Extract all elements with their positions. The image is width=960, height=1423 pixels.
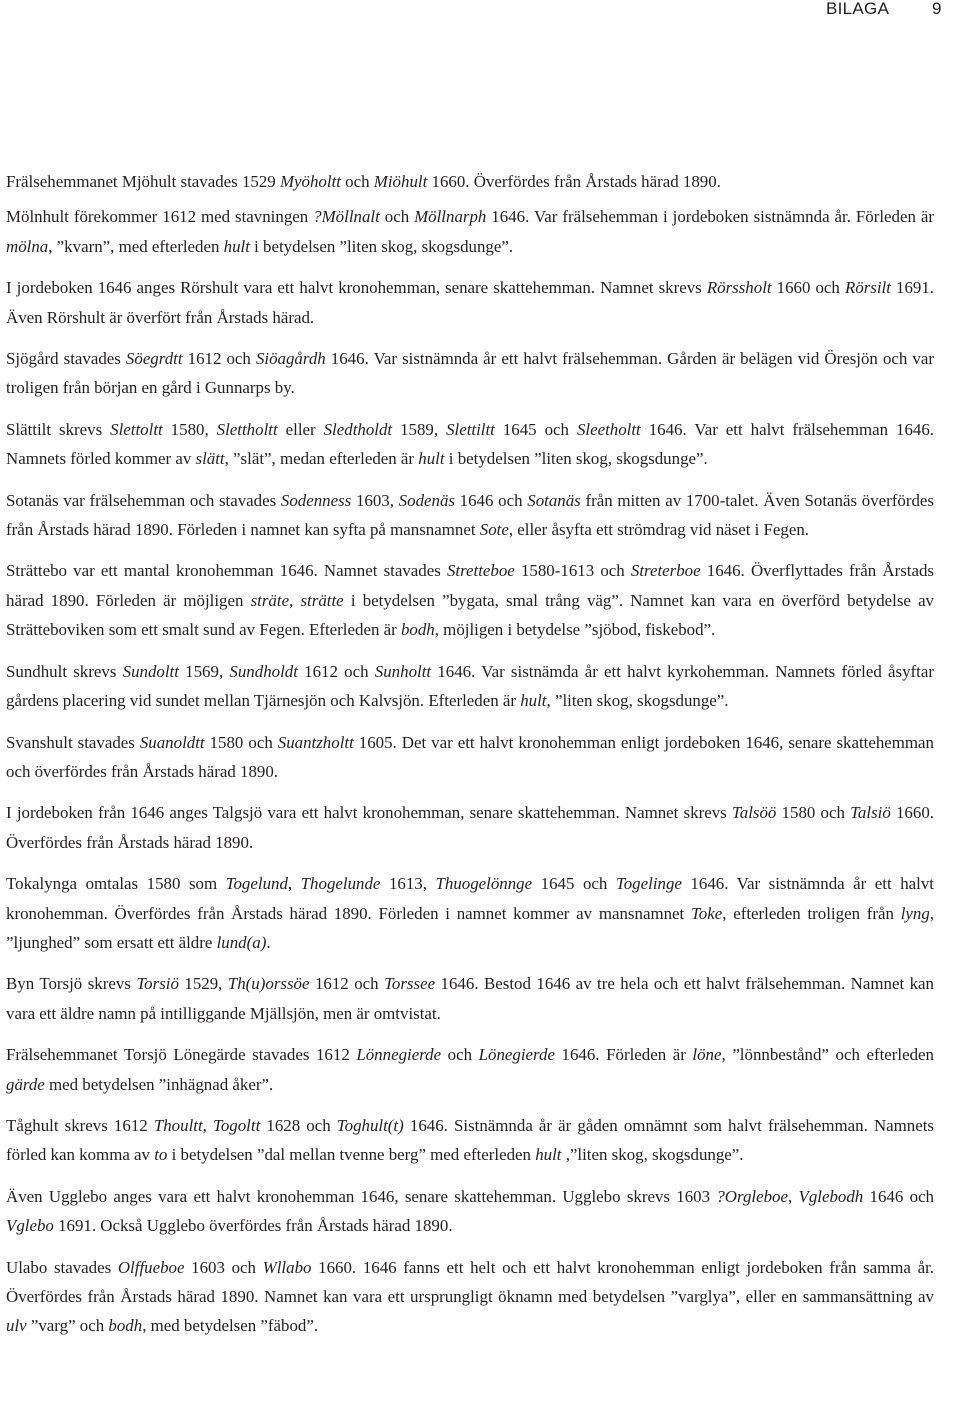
- text-run: , ”lönnbestånd” och efterleden: [721, 1045, 934, 1065]
- text-run: 1691. Även Rörshult är överfört från Årstads härad.: [6, 278, 934, 327]
- text-run: 1646. Var sistnämnda år ett halvt kronohemman. Överfördes från Årstads härad 1890. Förleden i namnet kommer av mansnamnet: [6, 874, 934, 923]
- text-run: Tokalynga omtalas 1580 som: [6, 874, 226, 894]
- text-run: 1646. Förleden är: [554, 1045, 693, 1065]
- text-run: 1646. Sistnämnda år är gåden omnämnt som halvt frälsehemman. Namnets förled kan komma av: [6, 1115, 934, 1165]
- text-run: 1605. Det var ett halvt kronohemman enligt jordeboken 1646, senare skattehemman och överfördes från Årstads härad 1890.: [6, 732, 934, 781]
- text-run: 1646. Var sistnämnda år ett halvt frälsehemman. Gården är belägen vid Öresjön och var troligen från början en gård i Gunnarps by.: [6, 349, 934, 398]
- italic-name-form: Thuogelönnge: [435, 874, 533, 894]
- text-run: Frälsehemmanet Mjöhult stavades 1529: [6, 172, 280, 191]
- text-run: .: [266, 932, 271, 952]
- text-run: eller: [277, 419, 324, 439]
- italic-name-form: ulv: [6, 1316, 27, 1336]
- paragraph: [6, 344, 934, 403]
- italic-name-form: Myöholtt: [279, 172, 341, 191]
- text-run: 1612 och: [182, 349, 256, 369]
- text-run: 1603,: [351, 490, 399, 510]
- italic-name-form: Sunholtt: [374, 661, 432, 681]
- italic-name-form: Slettholtt: [216, 419, 278, 439]
- italic-name-form: Lönegierde: [478, 1045, 555, 1065]
- text-run: 1645 och: [494, 419, 577, 439]
- text-run: 1645 och: [532, 874, 616, 894]
- italic-name-form: Rörsilt: [844, 278, 891, 298]
- italic-name-form: Sundholdt: [229, 661, 298, 681]
- text-run: 1646. Överflyttades från Årstads härad 1890. Förleden är möjligen: [6, 561, 934, 610]
- italic-name-form: Togoltt: [213, 1115, 261, 1135]
- italic-name-form: Vglebo: [6, 1216, 54, 1236]
- paragraph: [6, 486, 934, 545]
- text-run: 1646. Var sistnämda år ett halvt kyrkohemman. Namnets förled åsyftar gårdens placering vid sundet mellan Tjärnesjön och Kalvsjön. Efterleden är: [6, 661, 934, 711]
- text-run: med betydelsen ”inhägnad åker”.: [44, 1074, 274, 1094]
- text-run: Byn Torsjö skrevs: [6, 974, 137, 994]
- italic-name-form: Toke: [690, 903, 723, 923]
- text-run: , ”kvarn”, med efterleden: [48, 236, 224, 256]
- page-header: [0, 0, 960, 20]
- paragraph: [6, 728, 934, 787]
- text-run: 1612 och: [309, 974, 385, 994]
- paragraph: [6, 415, 934, 474]
- italic-name-form: strätte: [300, 590, 344, 610]
- paragraph: [6, 869, 934, 957]
- text-run: och: [441, 1045, 479, 1065]
- text-run: 1660. Överfördes från Årstads härad 1890.: [6, 803, 934, 852]
- italic-name-form: Thoultt: [153, 1115, 203, 1135]
- text-run: 1646 och: [863, 1186, 935, 1206]
- text-run: Även Ugglebo anges vara ett halvt kronohemman 1646, senare skattehemman. Ugglebo skrevs 1603: [6, 1186, 717, 1206]
- text-run: Sundhult skrevs: [6, 661, 123, 681]
- text-run: och: [340, 172, 374, 191]
- italic-name-form: Streterboe: [630, 561, 701, 581]
- document-body: [6, 167, 934, 1353]
- text-run: 1628 och: [260, 1115, 337, 1135]
- italic-name-form: to: [154, 1145, 168, 1165]
- italic-name-form: slätt: [195, 449, 225, 469]
- text-run: och: [379, 207, 415, 227]
- text-run: Frälsehemmanet Torsjö Lönegärde stavades 1612: [6, 1045, 357, 1065]
- italic-name-form: Siöagårdh: [255, 349, 326, 369]
- italic-name-form: Möllnarph: [414, 207, 487, 227]
- text-run: Sjögård stavades: [6, 349, 126, 369]
- italic-name-form: Togelund: [225, 874, 288, 894]
- text-run: i betydelsen ”dal mellan tvenne berg” med efterleden: [167, 1145, 536, 1165]
- italic-name-form: Suanoldtt: [139, 732, 205, 752]
- italic-name-form: Sodenness: [280, 490, 352, 510]
- page-number: 9: [932, 0, 942, 18]
- text-run: 1646. Var ett halvt frälsehemman 1646. Namnets förled kommer av: [6, 419, 935, 469]
- text-run: 1660 och: [771, 278, 845, 298]
- italic-name-form: Sote: [479, 520, 509, 540]
- text-run: 1580-1613 och: [514, 561, 631, 581]
- text-run: Strättebo var ett mantal kronohemman 1646. Namnet stavades: [6, 561, 447, 581]
- section-title: BILAGA: [826, 0, 890, 18]
- italic-name-form: Lönnegierde: [356, 1045, 442, 1065]
- paragraph: [6, 1040, 934, 1099]
- paragraph: [6, 1182, 934, 1241]
- text-run: 1603 och: [184, 1257, 263, 1277]
- text-run: 1589,: [392, 419, 447, 439]
- italic-name-form: löne: [692, 1045, 722, 1065]
- text-run: 1646. Bestod 1646 av tre hela och ett halvt frälsehemman. Namnet kan vara ett äldre namn på intilliggande Mjällsjön, men är omtvistat.: [6, 974, 935, 1023]
- italic-name-form: Vglebodh: [798, 1186, 864, 1206]
- text-run: 1569,: [178, 661, 230, 681]
- text-run: I jordeboken 1646 anges Rörshult vara ett halvt kronohemman, senare skattehemman. Namnet skrevs: [6, 278, 707, 298]
- italic-name-form: Sledtholdt: [323, 419, 393, 439]
- italic-name-form: Suantzholtt: [277, 732, 354, 752]
- text-run: Slättilt skrevs: [6, 419, 111, 439]
- text-run: 1660. 1646 fanns ett helt och ett halvt kronohemman enligt jordeboken från samma år. Överfördes från Årstads härad 1890. Namnet kan vara ett ursprungligt öknamn med betydelsen ”varglya”, eller en sammansättning av: [6, 1257, 935, 1306]
- italic-name-form: Talsiö: [850, 803, 891, 823]
- text-run: Tåghult skrevs 1612: [6, 1115, 154, 1135]
- italic-name-form: Sleetholtt: [576, 419, 641, 439]
- italic-name-form: Thogelunde: [300, 874, 381, 894]
- text-run: ,: [787, 1186, 799, 1206]
- text-run: 1612 och: [297, 661, 375, 681]
- italic-name-form: hult: [418, 449, 445, 469]
- paragraph: [6, 273, 934, 332]
- italic-name-form: hult: [223, 236, 250, 256]
- text-run: ,”liten skog, skogsdunge”.: [561, 1145, 744, 1165]
- italic-name-form: Toghult(t): [336, 1115, 404, 1135]
- italic-name-form: ?Orgleboe: [716, 1186, 788, 1206]
- italic-name-form: Slettoltt: [110, 419, 163, 439]
- text-run: i betydelsen ”bygata, smal trång väg”. Namnet kan vara en överförd betydelse av Strätteboviken som ett smalt sund av Fegen. Efterleden är: [6, 590, 935, 640]
- text-run: i betydelsen ”liten skog, skogsdunge”.: [249, 236, 514, 256]
- text-run: , ”liten skog, skogsdunge”.: [546, 691, 729, 711]
- text-run: 1580 och: [776, 803, 851, 823]
- italic-name-form: Olffueboe: [117, 1257, 185, 1277]
- text-run: 1660. Överfördes från Årstads härad 1890.: [427, 172, 721, 191]
- text-run: Ulabo stavades: [6, 1257, 118, 1277]
- text-run: 1613,: [380, 874, 436, 894]
- text-run: Mölnhult förekommer 1612 med stavningen: [6, 207, 314, 227]
- italic-name-form: mölna: [6, 236, 49, 256]
- text-run: ,: [287, 874, 301, 894]
- italic-name-form: Talsöö: [731, 803, 777, 823]
- text-run: 1529,: [178, 974, 228, 994]
- text-run: Sotanäs var frälsehemman och stavades: [6, 490, 281, 510]
- text-run: ”varg” och: [26, 1316, 109, 1336]
- paragraph: [6, 657, 934, 716]
- text-run: I jordeboken från 1646 anges Talgsjö vara ett halvt kronohemman, senare skattehemman. Namnet skrevs: [6, 803, 732, 823]
- paragraph: [6, 202, 934, 261]
- italic-name-form: Togelinge: [615, 874, 682, 894]
- text-run: 1691. Också Ugglebo överfördes från Årstads härad 1890.: [53, 1216, 453, 1236]
- paragraph: [6, 556, 934, 644]
- italic-name-form: Wllabo: [262, 1257, 312, 1277]
- text-run: 1646 och: [454, 490, 528, 510]
- text-run: , eller åsyfta ett strömdrag vid näset i Fegen.: [508, 520, 810, 540]
- paragraph: [6, 1253, 934, 1341]
- text-run: 1580,: [162, 419, 217, 439]
- italic-name-form: Sodenäs: [398, 490, 455, 510]
- text-run: , ”slät”, medan efterleden är: [224, 449, 419, 469]
- paragraph: [6, 167, 934, 196]
- italic-name-form: Torsiö: [136, 974, 179, 994]
- text-run: , möjligen i betydelse ”sjöbod, fiskebod”.: [434, 620, 716, 640]
- text-run: , ”ljunghed” som ersatt ett äldre: [6, 903, 935, 952]
- text-run: ,: [289, 590, 301, 610]
- italic-name-form: gärde: [6, 1074, 45, 1094]
- italic-name-form: Sotanäs: [527, 490, 581, 510]
- italic-name-form: Slettiltt: [446, 419, 495, 439]
- italic-name-form: bodh: [108, 1316, 143, 1336]
- text-run: 1646. Var frälsehemman i jordeboken sistnämnda år. Förleden är: [486, 207, 934, 227]
- italic-name-form: Rörssholt: [706, 278, 772, 298]
- paragraph: [6, 798, 934, 857]
- text-run: ,: [202, 1115, 213, 1135]
- text-run: Svanshult stavades: [6, 732, 140, 752]
- italic-name-form: Stretteboe: [446, 561, 515, 581]
- paragraph: [6, 1111, 934, 1170]
- italic-name-form: Miöhult: [373, 172, 428, 191]
- italic-name-form: hult: [520, 691, 547, 711]
- italic-name-form: Torssee: [384, 974, 436, 994]
- text-run: , med betydelsen ”fäbod”.: [142, 1316, 319, 1336]
- paragraph: [6, 969, 934, 1028]
- italic-name-form: Sundoltt: [122, 661, 179, 681]
- italic-name-form: ?Möllnalt: [313, 207, 380, 227]
- italic-name-form: Th(u)orssöe: [227, 974, 310, 994]
- italic-name-form: Söegrdtt: [125, 349, 183, 369]
- italic-name-form: sträte: [250, 590, 290, 610]
- text-run: 1580 och: [204, 732, 278, 752]
- italic-name-form: lyng: [900, 903, 930, 923]
- text-run: , efterleden troligen från: [722, 903, 901, 923]
- italic-name-form: lund(a): [216, 932, 267, 952]
- text-run: från mitten av 1700-talet. Även Sotanäs överfördes från Årstads härad 1890. Förleden i namnet kan syfta på mansnamnet: [6, 490, 934, 540]
- italic-name-form: bodh: [400, 620, 435, 640]
- text-run: i betydelsen ”liten skog, skogsdunge”.: [444, 449, 708, 469]
- italic-name-form: hult: [535, 1145, 562, 1165]
